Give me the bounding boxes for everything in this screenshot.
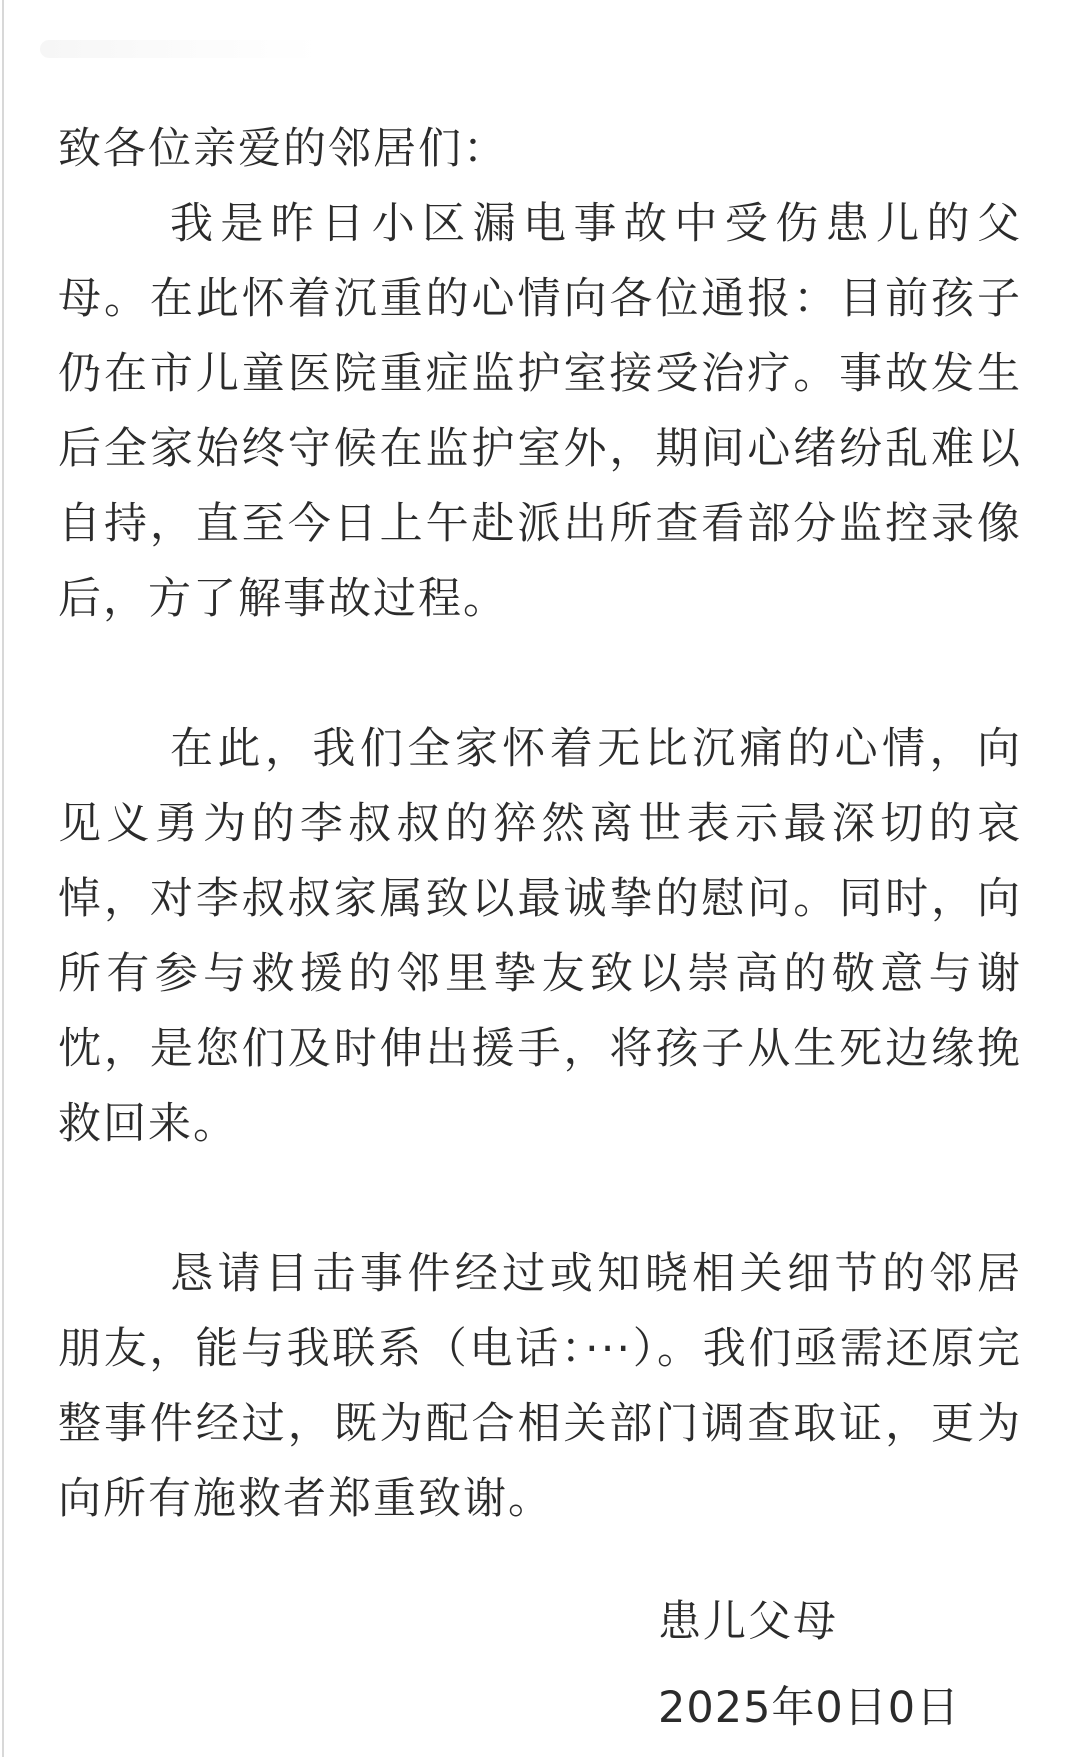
left-border-line — [2, 0, 4, 1757]
letter-body — [58, 112, 1022, 1537]
paragraph-3: 恳请目击事件经过或知晓相关细节的邻居朋友，能与我联系（电话：···）。我们亟需还原完整事件经过，既为配合相关部门调查取证，更为向所有施救者郑重致谢。 — [58, 1249, 1022, 1524]
letter-date: 2025年0日0日 — [658, 1683, 961, 1733]
signature: 患儿父母 — [658, 1597, 838, 1647]
paragraph-1: 我是昨日小区漏电事故中受伤患儿的父母。在此怀着沉重的心情向各位通报：目前孩子仍在市儿童医院重症监护室接受治疗。事故发生后全家始终守候在监护室外，期间心绪纷乱难以自持，直至今日上午赴派出所查看部分监控录像后，方了解事故过程。 — [58, 199, 1022, 624]
paragraph-2: 在此，我们全家怀着无比沉痛的心情，向见义勇为的李叔叔的猝然离世表示最深切的哀悼，对李叔叔家属致以最诚挚的慰问。同时，向所有参与救援的邻里挚友致以崇高的敬意与谢忱，是您们及时伸出援手，将孩子从生死边缘挽救回来。 — [58, 724, 1022, 1149]
salutation: 致各位亲爱的邻居们： — [58, 124, 508, 174]
top-scan-smudge — [40, 40, 320, 58]
